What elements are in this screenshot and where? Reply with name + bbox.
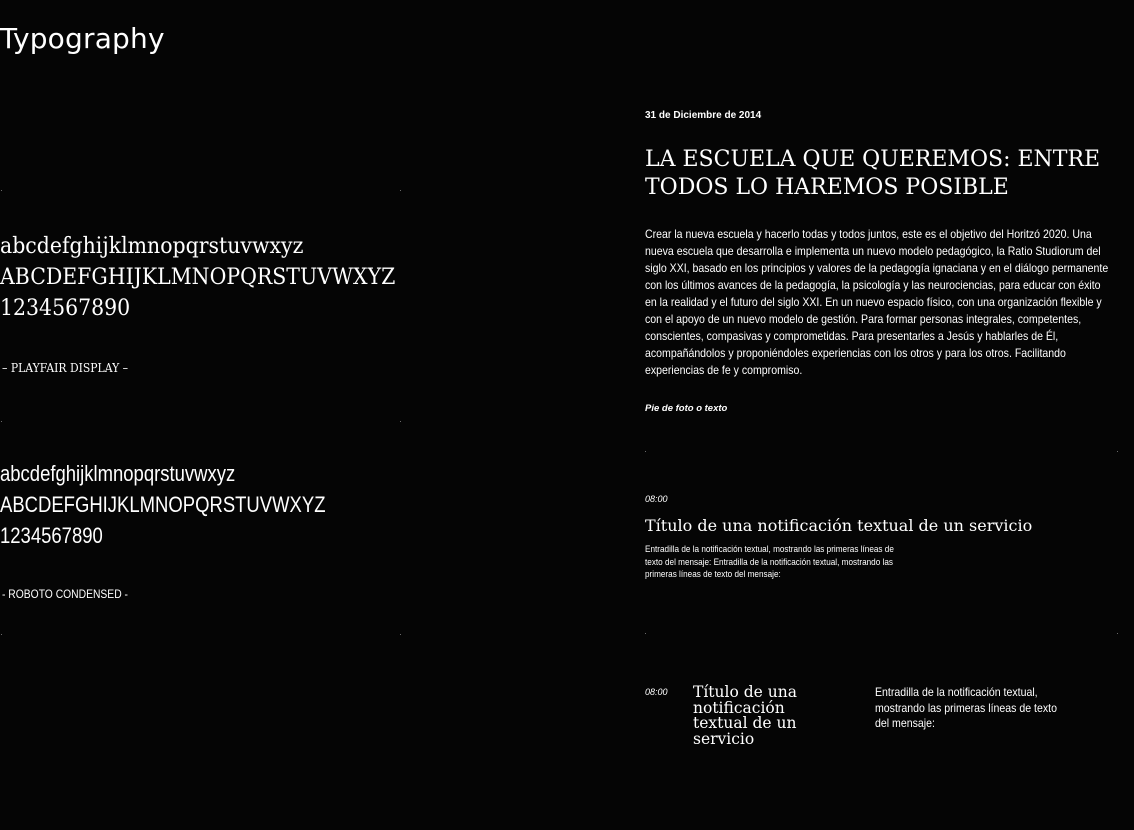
specimen-digits: 1234567890 [0, 296, 131, 321]
corner-mark [645, 633, 646, 634]
page-title: Typography [0, 21, 165, 55]
notification-body: Entradilla de la notificación textual, mostrando las primeras líneas de texto del mensaje: Entradilla de la notificación textual, mostrando las primeras líneas de texto del mensaje: [645, 544, 894, 580]
roboto-specimen [0, 458, 387, 551]
corner-mark [400, 421, 401, 422]
roboto-caption: - ROBOTO CONDENSED - [2, 587, 128, 601]
corner-mark [1, 421, 2, 422]
specimen-uppercase: ABCDEFGHIJKLMNOPQRSTUVWXYZ [0, 265, 396, 290]
notification-title[interactable]: Título de una notificación textual de un servicio [693, 683, 797, 748]
news-caption: Pie de foto o texto [645, 403, 728, 414]
specimen-lowercase: abcdefghijklmnopqrstuvwxyz [0, 234, 304, 259]
notification-title[interactable]: Título de una notificación textual de un servicio [645, 516, 1033, 535]
specimen-lowercase: abcdefghijklmnopqrstuvwxyz [0, 461, 236, 486]
playfair-caption: – PLAYFAIR DISPLAY – [2, 361, 129, 375]
corner-mark [1, 634, 2, 635]
notification-time: 08:00 [645, 687, 668, 697]
corner-mark [1117, 451, 1118, 452]
corner-mark [400, 190, 401, 191]
specimen-digits: 1234567890 [0, 523, 103, 548]
specimen-uppercase: ABCDEFGHIJKLMNOPQRSTUVWXYZ [0, 492, 326, 517]
corner-mark [1, 190, 2, 191]
playfair-specimen [0, 231, 425, 324]
notification-body: Entradilla de la notificación textual, mostrando las primeras líneas de texto del mensaje: [875, 685, 1057, 730]
notification-time: 08:00 [645, 494, 668, 504]
news-date: 31 de Diciembre de 2014 [645, 110, 762, 121]
news-title: LA ESCUELA QUE QUEREMOS: ENTRE TODOS LO HAREMOS POSIBLE [645, 147, 1101, 200]
news-body: Crear la nueva escuela y hacerlo todas y todos juntos, este es el objetivo del Horitzó 2020. Una nueva escuela que desarrolla e implementa un nuevo modelo pedagógico, la Ratio Studiorum del siglo XXI, basado en los principios y valores de la pedagogía ignaciana y en el diálogo permanente con los últimos avances de la pedagogía, la psicología y las neurociencias, para educar con éxito en la realidad y el futuro del siglo XXI. En un nuevo espacio físico, con una organización flexible y con el apoyo de un nuevo modelo de gestión. Para formar personas integrales, competentes, conscientes, compasivas y comprometidas. Para presentarles a Jesús y hablarles de Él, acompañándolos y proponiéndoles experiencias con los otros y para los otros. Facilitando experiencias de fe y compromiso. [645, 227, 1109, 377]
corner-mark [1117, 633, 1118, 634]
corner-mark [400, 634, 401, 635]
corner-mark [645, 451, 646, 452]
